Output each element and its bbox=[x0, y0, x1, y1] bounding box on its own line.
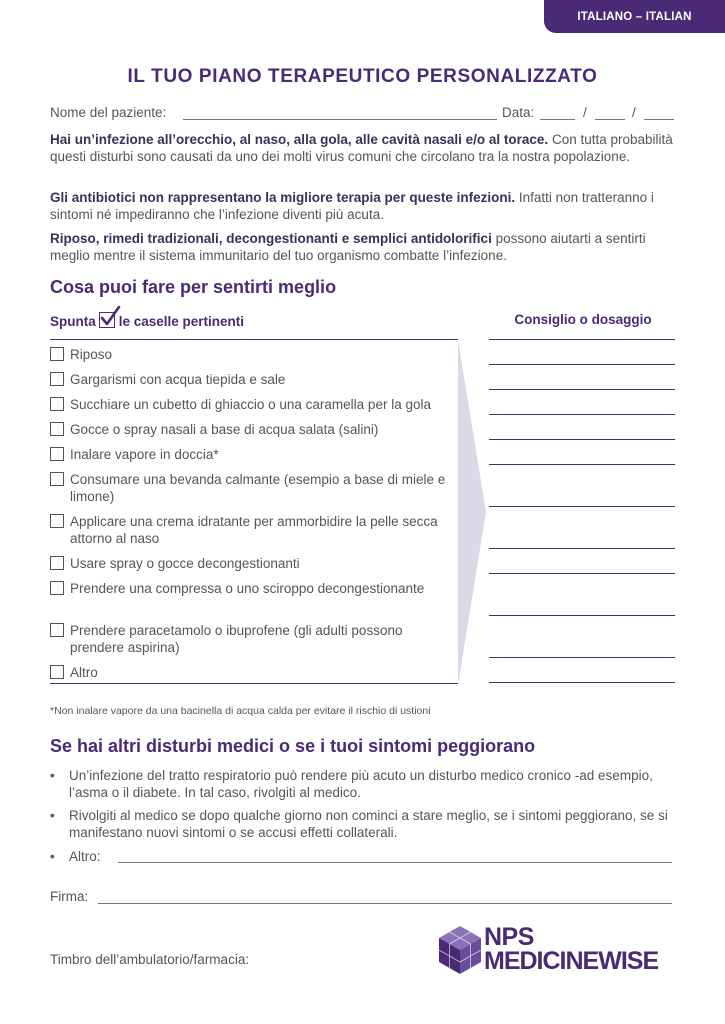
logo-line1: NPS bbox=[484, 923, 534, 951]
advice-line[interactable] bbox=[489, 339, 675, 340]
checklist-bottom-rule bbox=[50, 683, 458, 684]
bullet-text: Un’infezione del tratto respiratorio può rendere più acuto un disturbo medico cronico -ad esempio, l’asma o il diabete. In tal caso, rivolgiti al medico. bbox=[69, 768, 653, 800]
intro-1-text: Con tutta probabilità questi disturbi sono causati da uno dei molti virus comuni che circolano tra la nostra popolazione. bbox=[50, 132, 673, 164]
intro-3-text: possono aiutarti a sentirti meglio mentre il sistema immunitario del tuo organismo combatte l’infezione. bbox=[50, 231, 646, 263]
language-tab: ITALIANO – ITALIAN bbox=[544, 0, 725, 33]
intro-3-bold: Riposo, rimedi tradizionali, decongestionanti e semplici antidolorifici bbox=[50, 231, 492, 246]
date-day-field[interactable] bbox=[540, 119, 575, 120]
checklist-label: Usare spray o gocce decongestionanti bbox=[70, 556, 300, 571]
checklist-label: Altro bbox=[70, 665, 98, 680]
advice-line[interactable] bbox=[489, 439, 675, 440]
advice-line[interactable] bbox=[489, 364, 675, 365]
tick-instruction-post: le caselle pertinenti bbox=[118, 314, 245, 329]
section-heading-feel-better: Cosa puoi fare per sentirti meglio bbox=[50, 277, 337, 297]
patient-name-field[interactable] bbox=[183, 119, 497, 120]
stamp-label: Timbro dell’ambulatorio/farmacia: bbox=[50, 952, 250, 967]
checkbox[interactable] bbox=[50, 581, 64, 595]
checkbox[interactable] bbox=[50, 665, 64, 679]
checklist-label: Gargarismi con acqua tiepida e sale bbox=[70, 372, 286, 387]
logo-line2: MEDICINEWISE bbox=[484, 947, 659, 975]
advice-line[interactable] bbox=[489, 657, 675, 658]
advice-heading: Consiglio o dosaggio bbox=[514, 312, 652, 327]
advice-line[interactable] bbox=[489, 682, 675, 683]
tick-instruction-pre: Spunta bbox=[50, 314, 96, 329]
checklist-label: Riposo bbox=[70, 347, 113, 362]
bullet-text: Altro: bbox=[69, 849, 101, 864]
checklist-label: Prendere una compressa o uno sciroppo decongestionante bbox=[70, 581, 425, 596]
tick-instruction bbox=[50, 312, 244, 329]
intro-2-bold: Gli antibiotici non rappresentano la migliore terapia per queste infezioni. bbox=[50, 190, 516, 205]
intro-paragraph-1 bbox=[50, 131, 680, 165]
page-title: IL TUO PIANO TERAPEUTICO PERSONALIZZATO bbox=[127, 66, 598, 87]
advice-line[interactable] bbox=[489, 615, 675, 616]
checkbox[interactable] bbox=[50, 472, 64, 486]
patient-name-label: Nome del paziente: bbox=[50, 105, 167, 120]
other-field[interactable] bbox=[118, 862, 672, 863]
advice-line[interactable] bbox=[489, 389, 675, 390]
date-year-field[interactable] bbox=[644, 119, 674, 120]
advice-line[interactable] bbox=[489, 414, 675, 415]
checkbox[interactable] bbox=[50, 347, 64, 361]
arrow-shape bbox=[458, 340, 488, 685]
intro-paragraph-2 bbox=[50, 189, 680, 223]
checkmark-icon bbox=[99, 312, 115, 328]
date-slash-1: / bbox=[583, 105, 587, 120]
checkbox[interactable] bbox=[50, 447, 64, 461]
signature-label: Firma: bbox=[50, 889, 89, 904]
checkbox[interactable] bbox=[50, 556, 64, 570]
date-slash-2: / bbox=[632, 105, 636, 120]
nps-cube-logo-icon bbox=[438, 926, 482, 974]
bullet-dot: • bbox=[50, 768, 55, 783]
checklist-top-rule bbox=[50, 339, 458, 340]
advice-line[interactable] bbox=[489, 506, 675, 507]
bullet-dot: • bbox=[50, 808, 55, 823]
bullet-dot: • bbox=[50, 849, 55, 864]
intro-paragraph-3 bbox=[50, 230, 680, 264]
checkbox[interactable] bbox=[50, 397, 64, 411]
bullet-text: Rivolgiti al medico se dopo qualche giorno non cominci a stare meglio, se i sintomi peggiorano, se si manifestano nuovi sintomi o se accusi effetti collaterali. bbox=[69, 808, 668, 840]
checklist-label: Succhiare un cubetto di ghiaccio o una caramella per la gola bbox=[70, 397, 431, 412]
signature-field[interactable] bbox=[98, 903, 672, 904]
checklist-label: Inalare vapore in doccia* bbox=[70, 447, 219, 462]
nps-medicinewise-logo bbox=[484, 925, 658, 973]
intro-2-text: Infatti non tratteranno i sintomi né impediranno che l’infezione diventi più acuta. bbox=[50, 190, 654, 222]
section-heading-worsening: Se hai altri disturbi medici o se i tuoi sintomi peggiorano bbox=[50, 736, 536, 756]
advice-line[interactable] bbox=[489, 464, 675, 465]
checkbox[interactable] bbox=[50, 514, 64, 528]
checklist-label: Applicare una crema idratante per ammorbidire la pelle secca attorno al naso bbox=[70, 514, 438, 546]
checkbox[interactable] bbox=[50, 422, 64, 436]
footnote: *Non inalare vapore da una bacinella di acqua calda per evitare il rischio di ustioni bbox=[50, 705, 431, 717]
checkbox[interactable] bbox=[50, 372, 64, 386]
date-label: Data: bbox=[502, 105, 535, 120]
advice-line[interactable] bbox=[489, 548, 675, 549]
checklist-label: Gocce o spray nasali a base di acqua salata (salini) bbox=[70, 422, 379, 437]
checklist-label: Prendere paracetamolo o ibuprofene (gli adulti possono prendere aspirina) bbox=[70, 623, 403, 655]
checkbox[interactable] bbox=[50, 623, 64, 637]
advice-line[interactable] bbox=[489, 573, 675, 574]
intro-1-bold: Hai un’infezione all’orecchio, al naso, alla gola, alle cavità nasali e/o al torace. bbox=[50, 132, 549, 147]
checklist-label: Consumare una bevanda calmante (esempio a base di miele e limone) bbox=[70, 472, 446, 504]
date-month-field[interactable] bbox=[595, 119, 625, 120]
